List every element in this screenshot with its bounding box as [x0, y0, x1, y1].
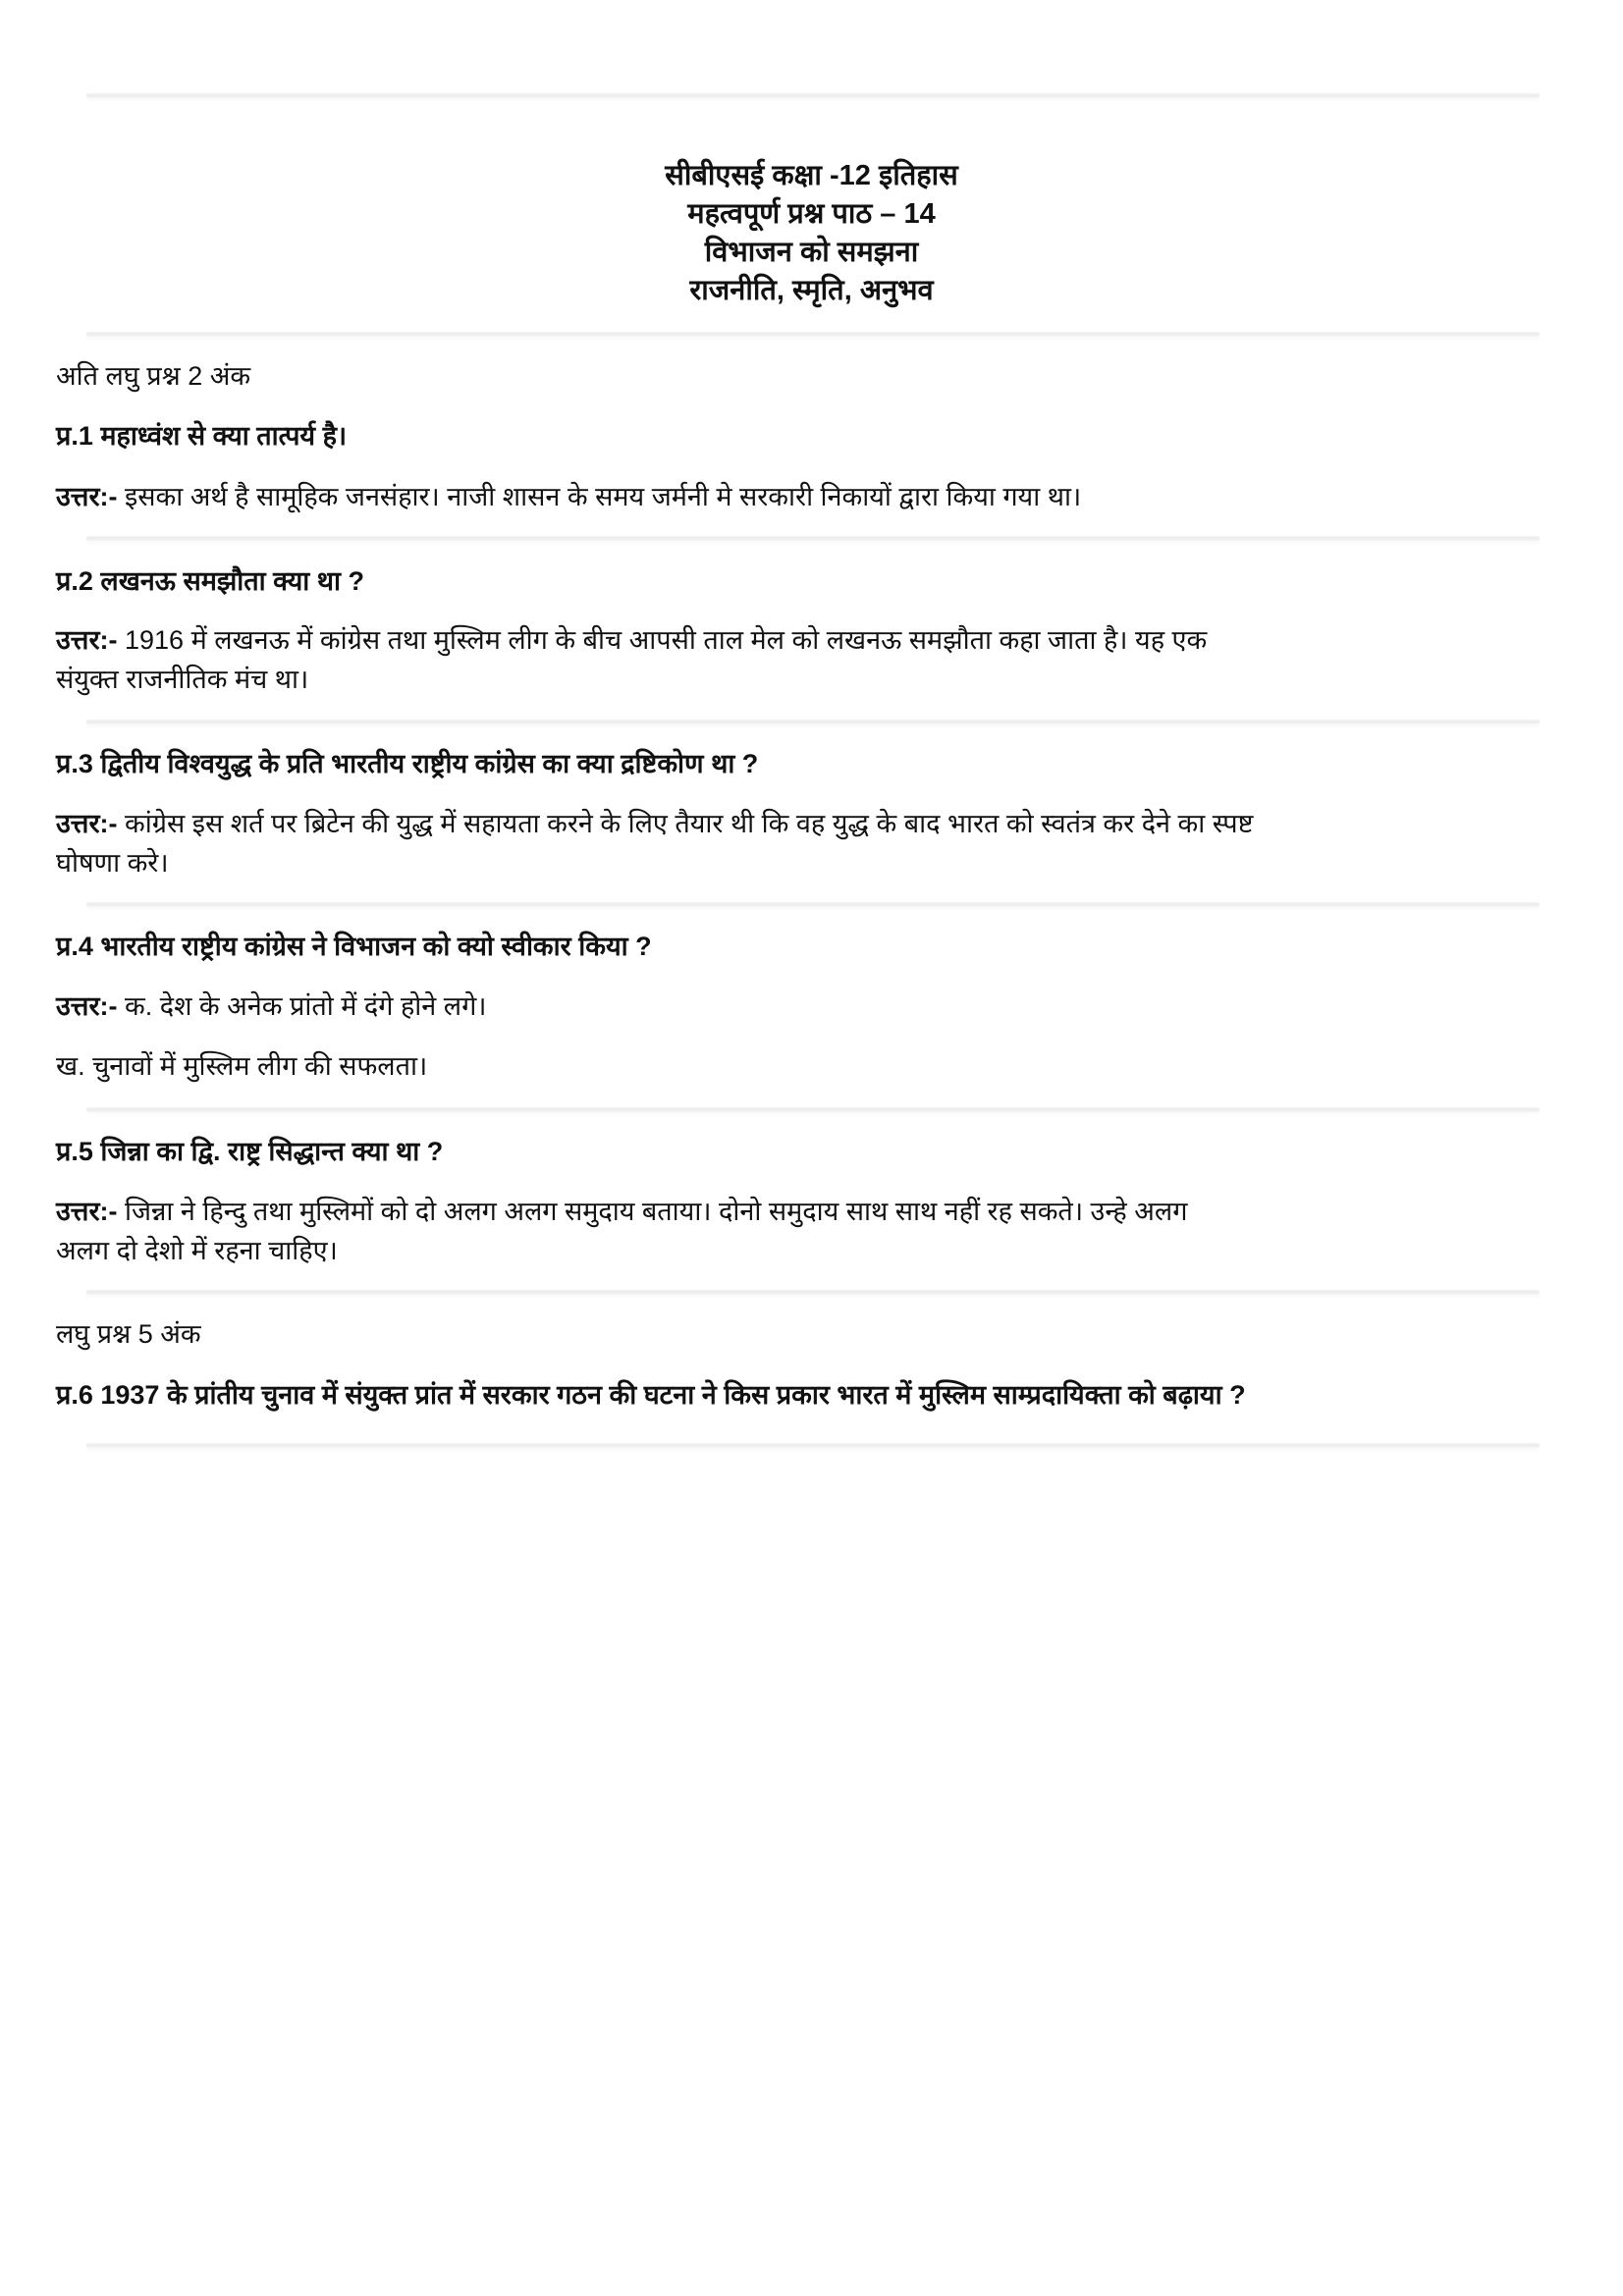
answer-2-line-1	[56, 620, 1207, 660]
answer-label: उत्तर:-	[56, 625, 118, 655]
answer-text: जिन्ना ने हिन्दु तथा मुस्लिमों को दो अलग अलग समुदाय बताया। दोनो समुदाय साथ साथ नहीं रह सकते। उन्हे अलग	[125, 1197, 1188, 1226]
title-line-board-class-subject: सीबीएसई कक्षा -12 इतिहास	[665, 160, 958, 191]
answer-text: 1916 में लखनऊ में कांग्रेस तथा मुस्लिम लीग के बीच आपसी ताल मेल को लखनऊ समझौता कहा जाता है। यह एक	[125, 625, 1208, 655]
answer-text: इसका अर्थ है सामूहिक जनसंहार। नाजी शासन के समय जर्मनी मे सरकारी निकायों द्वारा किया गया था।	[125, 482, 1082, 511]
answer-5-line-2: अलग दो देशो में रहना चाहिए।	[56, 1236, 338, 1265]
section-heading: लघु प्रश्न 5 अंक	[56, 1319, 201, 1349]
question-1: प्र.1 महाध्वंश से क्या तात्पर्य है।	[56, 421, 348, 451]
divider	[86, 93, 1540, 98]
title-line-chapter-subtitle: राजनीति, स्मृति, अनुभव	[689, 275, 934, 306]
question-3: प्र.3 द्वितीय विश्वयुद्ध के प्रति भारतीय राष्ट्रीय कांग्रेस का क्या द्रष्टिकोण था ?	[56, 749, 759, 778]
answer-label: उत्तर:-	[56, 991, 118, 1021]
answer-3-line-2: घोषणा करे।	[56, 848, 169, 878]
answer-label: उत्तर:-	[56, 482, 118, 511]
answer-3-line-1	[56, 804, 1253, 843]
answer-4-point-b: ख. चुनावों में मुस्लिम लीग की सफलता।	[56, 1051, 428, 1081]
question-2: प्र.2 लखनऊ समझौता क्या था ?	[56, 566, 364, 596]
answer-label: उत्तर:-	[56, 809, 118, 838]
question-4: प्र.4 भारतीय राष्ट्रीय कांग्रेस ने विभाजन को क्यो स्वीकार किया ?	[56, 932, 652, 961]
divider	[86, 902, 1540, 907]
divider	[86, 1290, 1540, 1295]
answer-text: क. देश के अनेक प्रांतो में दंगे होने लगे।	[125, 991, 487, 1021]
question-6: प्र.6 1937 के प्रांतीय चुनाव में संयुक्त प्रांत में सरकार गठन की घटना ने किस प्रकार भारत में मुस्लिम साम्प्रदायिक्ता को बढ़ाया ?	[56, 1380, 1246, 1410]
title-line-chapter-name: विभाजन को समझना	[704, 237, 919, 268]
divider	[86, 1107, 1540, 1112]
answer-text: कांग्रेस इस शर्त पर ब्रिटेन की युद्ध में सहायता करने के लिए तैयार थी कि वह युद्ध के बाद भारत को स्वतंत्र कर देने का स्पष्ट	[125, 809, 1254, 838]
answer-5-line-1	[56, 1192, 1187, 1231]
divider	[86, 1443, 1540, 1448]
answer-label: उत्तर:-	[56, 1197, 118, 1226]
question-5: प्र.5 जिन्ना का द्वि. राष्ट्र सिद्धान्त क्या था ?	[56, 1137, 444, 1166]
answer-1	[56, 477, 1081, 516]
title-line-chapter: महत्वपूर्ण प्रश्न पाठ – 14	[687, 198, 936, 230]
document-header	[0, 157, 1623, 310]
divider	[86, 332, 1540, 337]
divider	[86, 536, 1540, 541]
divider	[86, 720, 1540, 724]
answer-4-point-a	[56, 987, 487, 1026]
answer-2-line-2: संयुक्त राजनीतिक मंच था।	[56, 665, 309, 694]
section-heading: अति लघु प्रश्न 2 अंक	[56, 361, 251, 391]
